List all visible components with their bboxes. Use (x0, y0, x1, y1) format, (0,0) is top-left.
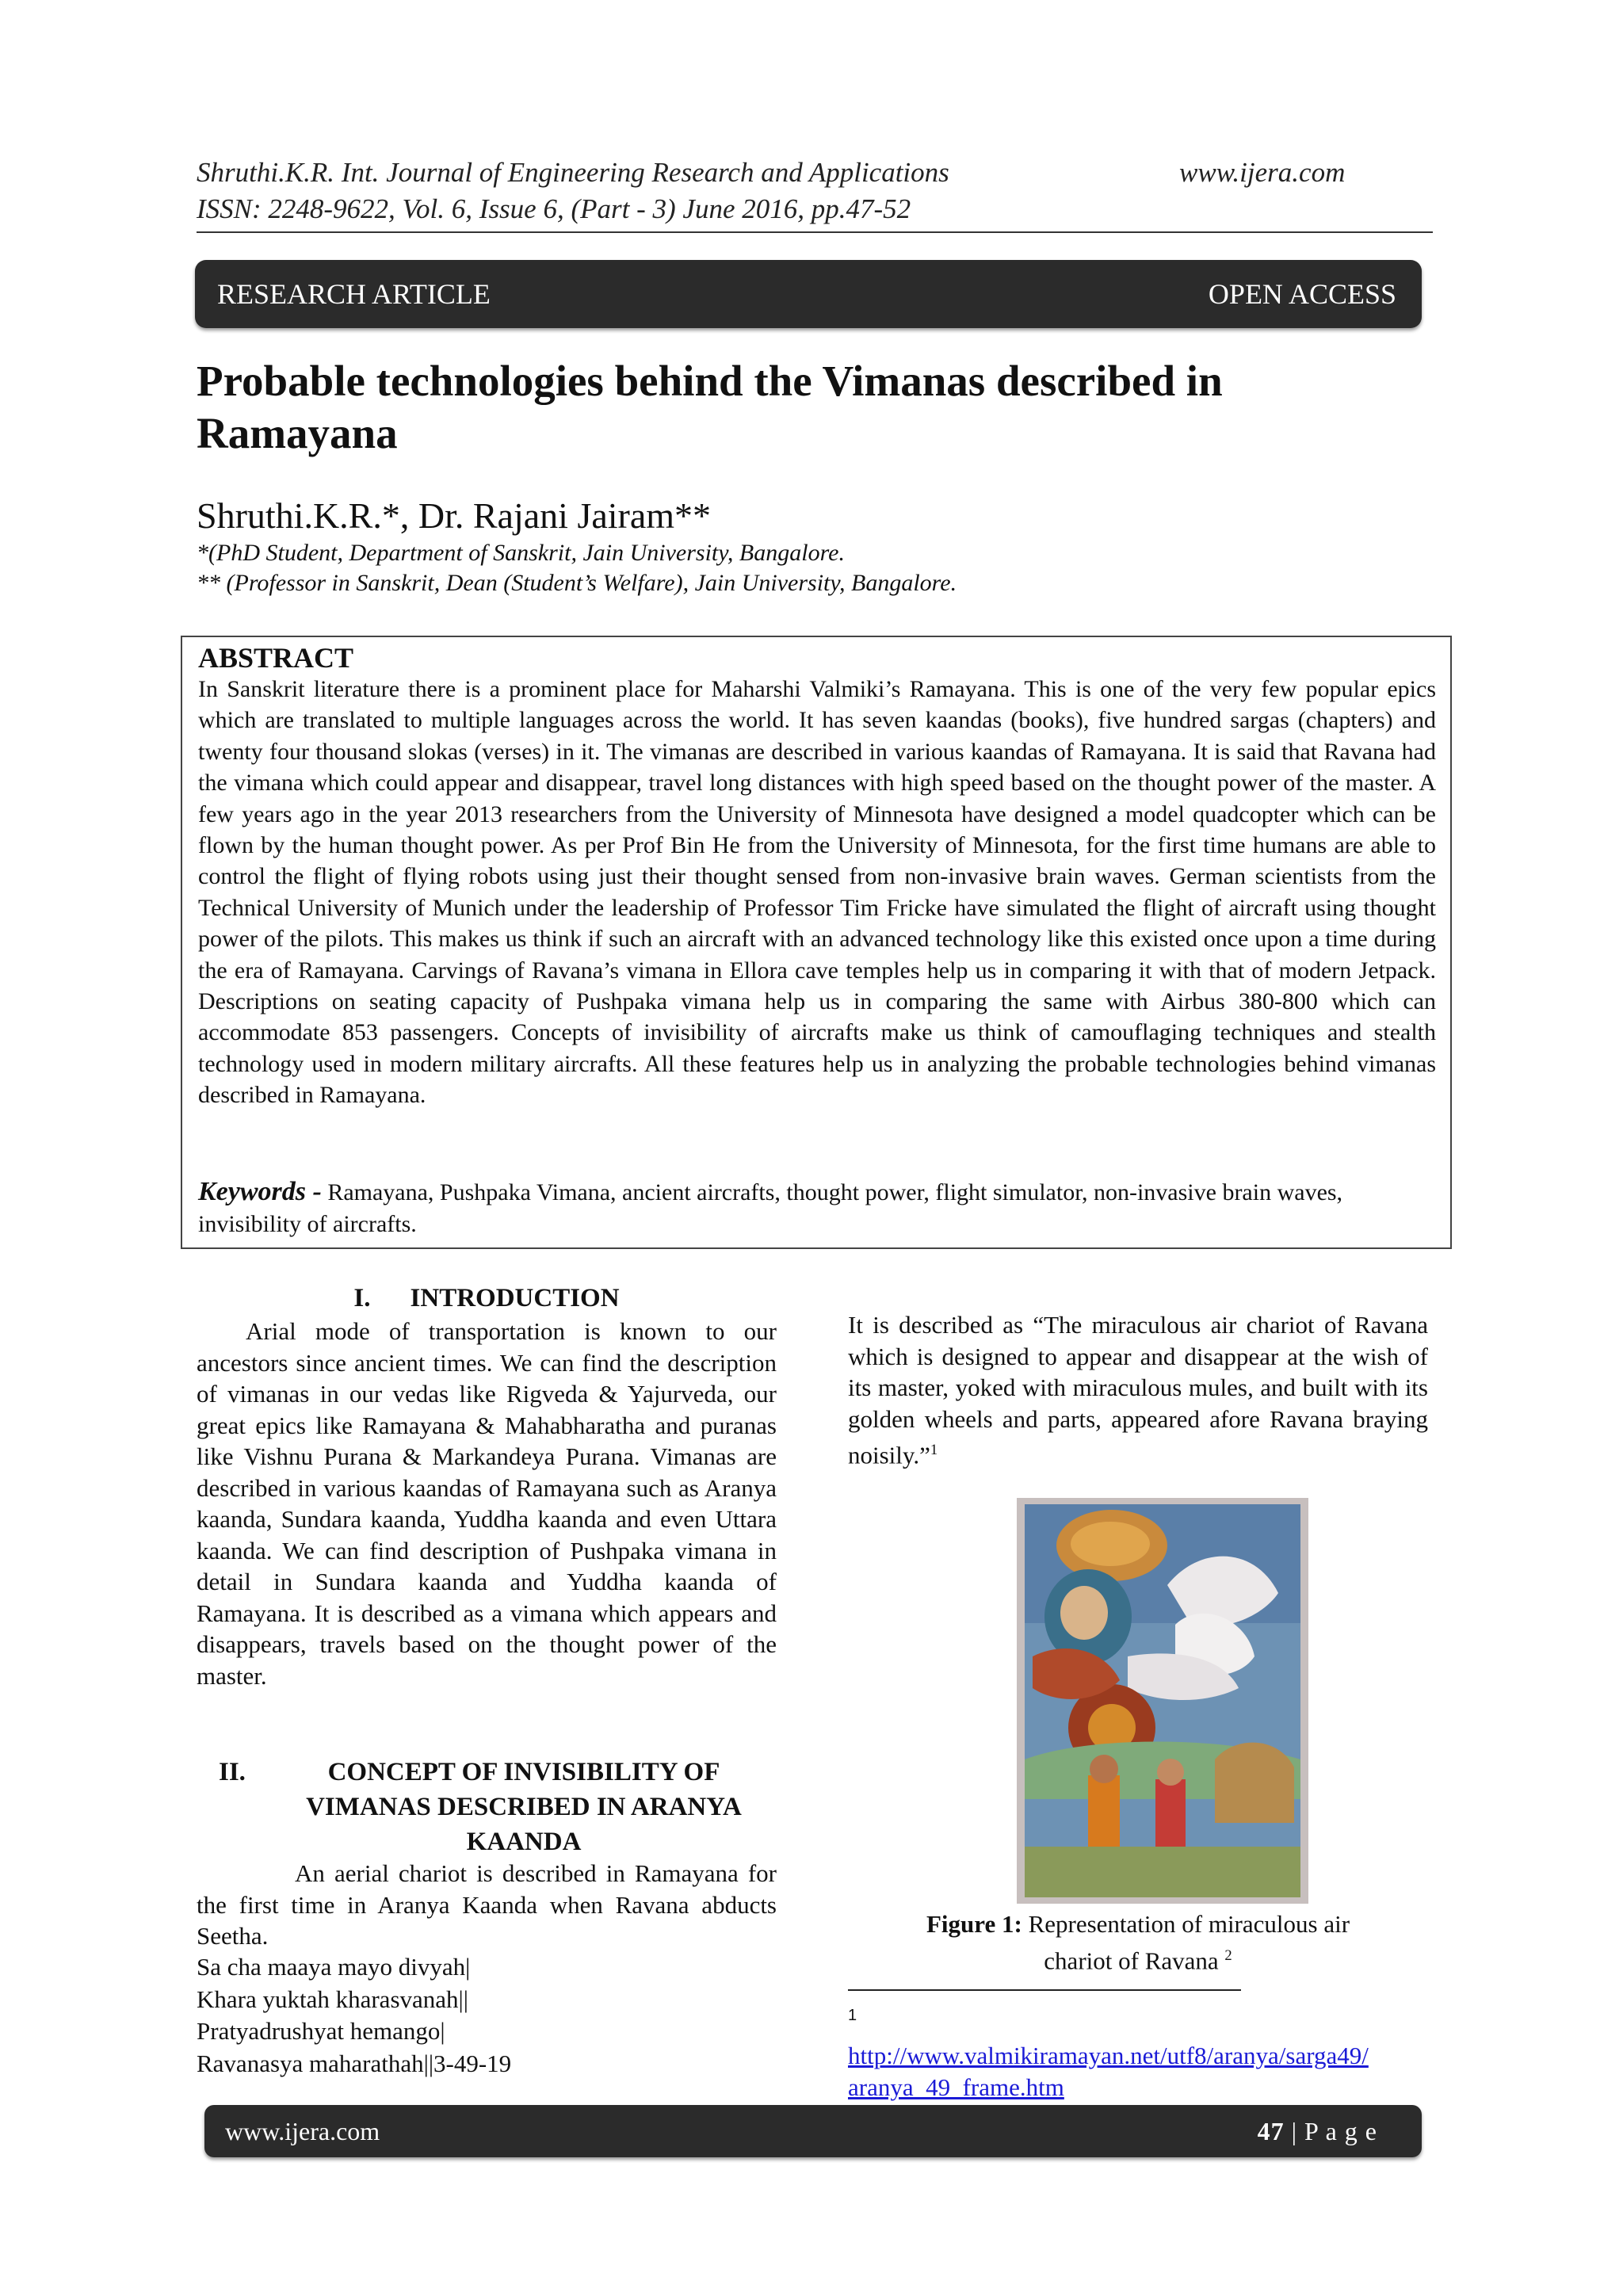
open-access-label: OPEN ACCESS (1208, 278, 1396, 310)
section-1-title: INTRODUCTION (410, 1284, 620, 1312)
verse-line-1: Sa cha maaya mayo divyah| (197, 1953, 471, 1981)
paper-title-line1: Probable technologies behind the Vimanas described in (197, 357, 1223, 405)
figure-caption-line1: Representation of miraculous air (1022, 1910, 1350, 1938)
footnote-link-line1[interactable]: http://www.valmikiramayan.net/utf8/aranya/sarga49/ (848, 2042, 1369, 2069)
footnote-number: 1 (848, 2007, 857, 2024)
section-2-number: II. (219, 1758, 246, 1786)
figure-label: Figure 1: (926, 1910, 1022, 1938)
ravana-chariot-painting (1017, 1498, 1308, 1904)
section-1-number: I. (353, 1284, 371, 1312)
running-header-journal: Shruthi.K.R. Int. Journal of Engineering Research and Applications (197, 157, 949, 188)
verse-line-4: Ravanasya maharathah||3-49-19 (197, 2049, 512, 2077)
paper-title-line2: Ramayana (197, 409, 398, 457)
keywords-text: Ramayana, Pushpaka Vimana, ancient aircrafts, thought power, flight simulator, non-invasive brain waves, invisibility of aircrafts. (198, 1179, 1343, 1237)
article-type-banner (195, 260, 1422, 328)
authors: Shruthi.K.R.*, Dr. Rajani Jairam** (197, 495, 712, 536)
section-2-title-line2: VIMANAS DESCRIBED IN ARANYA (306, 1793, 742, 1821)
section-2-title-line1: CONCEPT OF INVISIBILITY OF (327, 1758, 720, 1786)
quote-text: It is described as “The miraculous air chariot of Ravana which is designed to appear and disappear at the wish of its master, yoked with miraculous mules, and built with its golden wheels and parts, appeared afore Ravana braying noisily.” (848, 1311, 1428, 1469)
footer-page (1258, 2105, 1377, 2157)
abstract-heading: ABSTRACT (198, 642, 354, 674)
verse-line-2: Khara yuktah kharasvanah|| (197, 1985, 468, 2013)
footnote-rule (848, 1989, 1241, 1991)
sanskrit-verse (197, 1951, 777, 2080)
figure-1-image (1017, 1498, 1308, 1904)
section-2-text: An aerial chariot is described in Ramayana for the first time in Aranya Kaanda when Ravana abducts Seetha. (197, 1859, 777, 1950)
footnote-link-line2[interactable]: aranya_49_frame.htm (848, 2073, 1064, 2101)
footnote-ref-1: 1 (930, 1442, 938, 1458)
section-1-heading (197, 1281, 777, 1316)
affiliation-2: ** (Professor in Sanskrit, Dean (Student’s Welfare), Jain University, Bangalore. (197, 570, 957, 596)
header-rule (197, 231, 1433, 233)
keywords-label: Keywords - (198, 1177, 322, 1206)
right-column-text (848, 1309, 1428, 1471)
figure-1-caption (848, 1908, 1428, 1977)
affiliation-1: *(PhD Student, Department of Sanskrit, Jain University, Bangalore. (197, 540, 845, 566)
running-header-url: www.ijera.com (1179, 157, 1346, 188)
footer-url: www.ijera.com (225, 2117, 380, 2145)
figure-caption-line2: chariot of Ravana (1044, 1946, 1219, 1975)
verse-line-3: Pratyadrushyat hemango| (197, 2017, 445, 2045)
introduction-text: Arial mode of transportation is known to our ancestors since ancient times. We can find the description of vimanas in our vedas like Rigveda & Yajurveda, our great epics like Ramayana & Mahabharatha and puranas like Vishnu Purana & Markandeya Purana. Vimanas are described in various kaandas of Ramayana such as Aranya kaanda, Sundara kaanda, Yuddha kaanda and even Uttara kaanda. We can find description of Pushpaka vimana in detail in Sundara kaanda and Yuddha kaanda of Ramayana. It is described as a vimana which appears and disappears, travels based on the thought power of the master. (197, 1317, 777, 1690)
keywords-paragraph (198, 1176, 1436, 1240)
footnote-link[interactable] (848, 2040, 1434, 2103)
running-header-issn: ISSN: 2248-9622, Vol. 6, Issue 6, (Part - 3) June 2016, pp.47-52 (197, 193, 911, 224)
page-footer (204, 2105, 1422, 2157)
abstract-text: In Sanskrit literature there is a prominent place for Maharshi Valmiki’s Ramayana. This is one of the very few popular epics which are translated to multiple languages across the world. It has seven kaandas (books), five hundred sargas (chapters) and twenty four thousand slokas (verses) in it. The vimanas are described in various kaandas of Ramayana. It is said that Ravana had the vimana which could appear and disappear, travel long distances with high speed based on the thought power of the master. A few years ago in the year 2013 researchers from the University of Minnesota have designed a model quadcopter which can be flown by the human thought power. As per Prof Bin He from the University of Minnesota, for the first time humans are able to control the flight of flying robots using just their thought sensed from non-invasive brain waves. German scientists from the Technical University of Munich under the leadership of Professor Tim Fricke have simulated the flight of aircraft using thought power of the pilots. This makes us think if such an aircraft with an advanced technology like this existed once upon a time during the era of Ramayana. Carvings of Ravana’s vimana in Ellora cave temples help us in comparing it with that of modern Jetpack. Descriptions on seating capacity of Pushpaka vimana help us in comparing the same with Airbus 380-800 which can accommodate 853 passengers. Concepts of invisibility of aircrafts make us think of camouflaging techniques and stealth technology used in modern military aircrafts. All these features help us in analyzing the probable technologies behind vimanas described in Ramayana. (198, 676, 1436, 1109)
page-number: 47 (1257, 2117, 1285, 2145)
page-label: | P a g e (1284, 2117, 1377, 2145)
footnote-ref-2: 2 (1224, 1947, 1232, 1964)
research-article-label: RESEARCH ARTICLE (217, 278, 491, 310)
section-2-title-line3: KAANDA (466, 1828, 582, 1856)
